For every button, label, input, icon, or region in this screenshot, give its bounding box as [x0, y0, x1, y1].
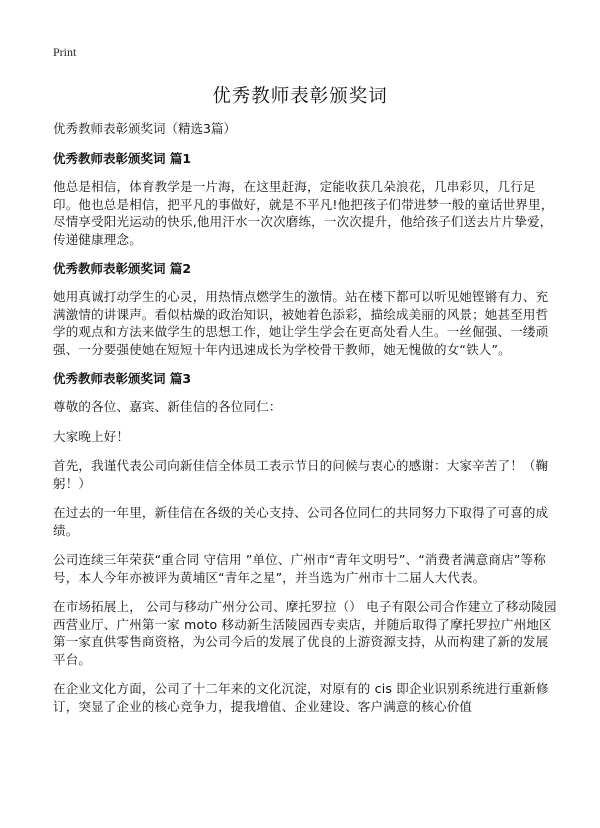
paragraph: 在企业文化方面，公司了十二年来的文化沉淀，对原有的 cis 即企业识别系统进行重新修订，突显了企业的核心竞争力，提我增值、企业建设、客户满意的核心价值 [53, 681, 549, 714]
print-label[interactable]: Print [53, 45, 77, 59]
section-heading: 优秀教师表彰颁奖词 篇1 [53, 151, 192, 166]
section-1 [53, 150, 560, 248]
paragraph: 公司连续三年荣获“重合同 守信用 ”单位、广州市“青年文明号”、“消费者满意商店”等称号，本人今年亦被评为黄埔区“青年之星”，并当选为广州市十二届人大代表。 [53, 552, 546, 585]
section-heading: 优秀教师表彰颁奖词 篇3 [53, 371, 192, 386]
article-body [53, 120, 560, 727]
paragraph: 首先，我谨代表公司向新佳信全体员工表示节日的问候与衷心的感谢：大家辛苦了！（鞠躬！） [53, 458, 549, 491]
section-3 [53, 370, 560, 715]
paragraph: 大家晚上好！ [53, 428, 130, 444]
paragraph: 她用真诚打动学生的心灵，用热情点燃学生的激情。站在楼下都可以听见她铿锵有力、充满激情的讲课声。看似枯燥的政治知识，被她着色添彩，描绘成美丽的风景；她甚至用哲学的观点和方法来做学生的思想工作，她让学生学会在更高处看人生。一丝倔强、一缕顽强、一分要强使她在短短十年内迅速成长为学校骨干教师，她无愧做的女“铁人”。 [53, 289, 549, 357]
section-2 [53, 260, 560, 358]
paragraph: 他总是相信，体育教学是一片海，在这里赶海，定能收获几朵浪花，几串彩贝，几行足印。他也总是相信，把平凡的事做好，就是不平凡!他把孩子们带进梦一般的童话世界里，尽情享受阳光运动的快乐,他用汗水一次次磨练，一次次提升，他给孩子们送去片片挚爱，传递健康理念。 [53, 179, 554, 247]
article-subtitle: 优秀教师表彰颁奖词（精选3篇） [53, 121, 236, 136]
paragraph: 在市场拓展上， 公司与移动广州分公司、摩托罗拉（） 电子有限公司合作建立了移动陵园西营业厅、广州第一家 moto 移动新生活陵园西专卖店，并随后取得了摩托罗拉广州地区第一家直供零售商资格，为公司今后的发展了优良的上游资源支持，从而构建了新的发展平台。 [53, 599, 557, 667]
section-heading: 优秀教师表彰颁奖词 篇2 [53, 261, 192, 276]
paragraph: 在过去的一年里，新佳信在各级的关心支持、公司各位同仁的共同努力下取得了可喜的成绩。 [53, 505, 549, 538]
paragraph: 尊敬的各位、嘉宾、新佳信的各位同仁： [53, 399, 282, 414]
page-title: 优秀教师表彰颁奖词 [212, 86, 388, 107]
